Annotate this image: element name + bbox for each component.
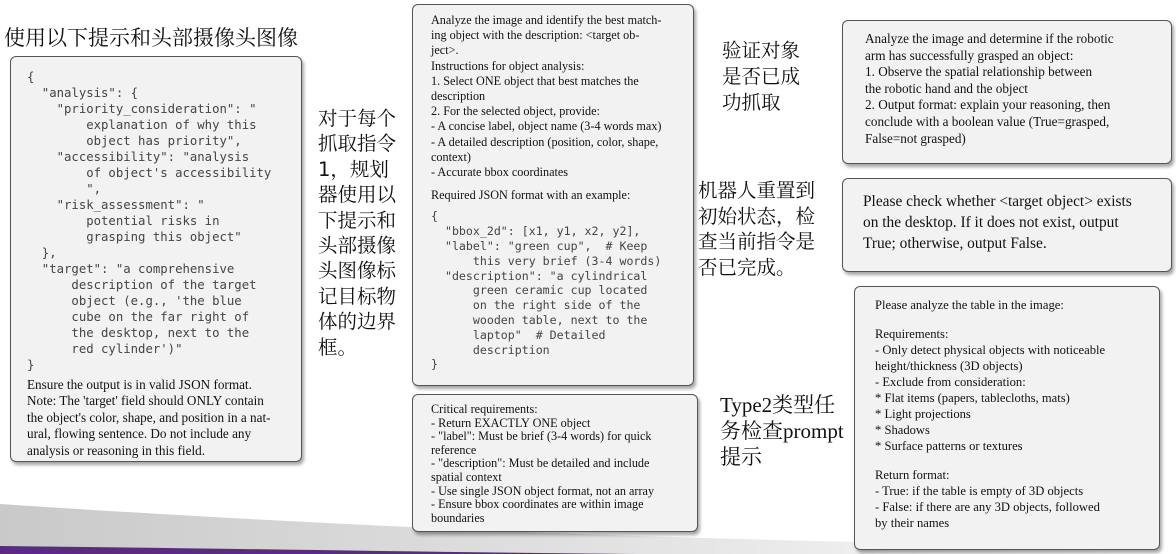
- label-line: 头图像标: [318, 259, 397, 283]
- text-line: spatial context: [431, 469, 502, 484]
- label-line: 务检查prompt: [720, 419, 844, 443]
- code-line: ",: [27, 182, 102, 196]
- text-line: - Accurate bbox coordinates: [431, 165, 569, 180]
- text-line: the robotic hand and the object: [865, 80, 1028, 96]
- code-line: potential risks in: [27, 214, 220, 228]
- label-verify-grasp: [722, 38, 800, 116]
- code-line: cube on the far right of: [27, 310, 250, 324]
- text-line: height/thickness (3D objects): [875, 358, 1023, 373]
- critical-requirements-list: [431, 403, 687, 525]
- text-line: - "description": Must be detailed and include: [431, 456, 650, 471]
- code-line: {: [27, 70, 35, 84]
- text-line: context): [431, 149, 471, 164]
- json-format-note: [27, 377, 289, 459]
- code-line: {: [431, 209, 438, 224]
- code-line: of object's accessibility: [27, 166, 272, 180]
- text-line: - True: if the table is empty of 3D objects: [875, 484, 1084, 499]
- code-line: red cylinder')": [27, 342, 183, 356]
- text-line: Ensure the output is in valid JSON format.: [27, 377, 252, 392]
- text-line: ing object with the description: <target ob-: [431, 28, 640, 43]
- code-line: "description": "a cylindrical: [431, 268, 648, 283]
- prompt-box-grasp-verification: [842, 20, 1172, 164]
- text-line: Instructions for object analysis:: [431, 58, 585, 73]
- code-line: laptop" # Detailed: [431, 327, 606, 342]
- text-line: ject>.: [431, 43, 459, 58]
- label-line: 下提示和: [318, 208, 397, 232]
- label-line: 查当前指令是: [698, 230, 816, 254]
- desktop-check-instructions: [863, 191, 1161, 254]
- text-line: boundaries: [431, 510, 485, 525]
- text-line: 1. Observe the spatial relationship between: [865, 64, 1093, 80]
- label-line: 对于每个: [318, 107, 397, 130]
- identification-instructions: [431, 13, 683, 180]
- text-line: [875, 313, 1149, 326]
- code-line: "analysis": {: [27, 86, 139, 100]
- label-line: 记目标物: [318, 284, 397, 308]
- text-line: - Return EXACTLY ONE object: [431, 415, 591, 430]
- text-line: on the desktop. If it does not exist, output: [863, 214, 1119, 231]
- text-line: Critical requirements:: [431, 402, 538, 416]
- label-planner-bbox-note: [318, 106, 396, 360]
- text-line: the object's color, shape, and position in a nat-: [27, 409, 271, 425]
- code-line: object (e.g., 'the blue: [27, 294, 242, 308]
- text-line: True; otherwise, output False.: [863, 235, 1047, 252]
- label-line: 机器人重置到: [698, 179, 816, 202]
- label-line: 是否已成: [722, 65, 801, 88]
- label-line: 验证对象: [722, 39, 801, 62]
- label-line: Type2类型任: [720, 393, 836, 417]
- code-line: explanation of why this: [27, 118, 257, 132]
- code-line: "accessibility": "analysis: [27, 150, 250, 164]
- text-line: Requirements:: [875, 326, 949, 341]
- label-line: 否已完成。: [698, 255, 796, 279]
- code-line: },: [27, 246, 57, 260]
- prompt-box-critical-requirements: [412, 394, 698, 532]
- text-line: arm has successfully grasped an object:: [865, 47, 1074, 63]
- text-line: 1. Select ONE object that best matches the: [431, 73, 639, 88]
- text-line: ural, flowing sentence. Do not include any: [27, 426, 252, 442]
- text-line: Return format:: [875, 468, 950, 483]
- label-line: 1，规划: [318, 157, 389, 181]
- code-line: "label": "green cup", # Keep: [431, 239, 648, 254]
- label-line: 体的边界: [318, 310, 397, 334]
- text-line: * Shadows: [875, 423, 930, 438]
- code-line: "risk_assessment": ": [27, 198, 205, 212]
- text-line: - Ensure bbox coordinates are within image: [431, 497, 644, 512]
- text-line: - Only detect physical objects with noticeable: [875, 342, 1106, 357]
- prompt-box-table-analysis: [854, 286, 1160, 550]
- text-line: False=not grasped): [865, 130, 966, 146]
- code-line: grasping this object": [27, 230, 242, 244]
- text-line: - Use single JSON object format, not an array: [431, 483, 655, 498]
- label-line: 头部摄像: [318, 234, 397, 258]
- prompt-box-desktop-check: [842, 178, 1172, 272]
- code-line: "target": "a comprehensive: [27, 262, 235, 276]
- text-line: by their names: [875, 516, 950, 531]
- label-line: 初始状态，检: [698, 204, 816, 228]
- text-line: - "label": Must be brief (3-4 words) for quick: [431, 429, 652, 444]
- label-type2-prompt: [720, 392, 844, 470]
- text-line: analysis or reasoning in this field.: [27, 442, 205, 458]
- code-line: wooden table, next to the: [431, 313, 648, 328]
- text-line: description: [431, 89, 486, 104]
- code-line: }: [27, 358, 35, 372]
- text-line: * Flat items (papers, tablecloths, mats): [875, 391, 1070, 406]
- text-line: conclude with a boolean value (True=grasped,: [865, 113, 1110, 129]
- label-reset-check: [698, 178, 815, 280]
- code-line: }: [431, 357, 438, 372]
- text-line: - Exclude from consideration:: [875, 374, 1026, 389]
- prompt-box-object-identification: [412, 4, 694, 386]
- text-line: Please analyze the table in the image:: [875, 298, 1064, 312]
- json-format-label: Required JSON format with an example:: [431, 188, 631, 203]
- text-line: 2. For the selected object, provide:: [431, 104, 600, 119]
- table-analysis-instructions: [875, 297, 1149, 531]
- text-line: reference: [431, 442, 477, 457]
- label-line: 抓取指令: [318, 132, 397, 156]
- code-line: object has priority",: [27, 134, 242, 148]
- code-line: "priority_consideration": ": [27, 102, 257, 116]
- text-line: Analyze the image and determine if the robotic: [865, 31, 1114, 46]
- text-line: - A detailed description (position, color, shape,: [431, 134, 659, 149]
- label-head-camera-prompt: 使用以下提示和头部摄像头图像: [4, 26, 298, 50]
- text-line: Please check whether <target object> exists: [863, 193, 1132, 210]
- label-line: 功抓取: [722, 91, 781, 114]
- code-line: on the right side of the: [431, 298, 641, 313]
- text-line: - A concise label, object name (3-4 words max): [431, 119, 662, 134]
- code-line: description of the target: [27, 278, 257, 292]
- code-line: description: [431, 342, 550, 357]
- label-line: 框。: [318, 335, 358, 359]
- code-line: "bbox_2d": [x1, y1, x2, y2],: [431, 224, 641, 239]
- text-line: 2. Output format: explain your reasoning, then: [865, 97, 1111, 113]
- text-line: [875, 454, 1149, 467]
- text-line: * Surface patterns or textures: [875, 439, 1023, 454]
- code-line: the desktop, next to the: [27, 326, 250, 340]
- prompt-box-target-analysis: [10, 56, 302, 462]
- text-line: - False: if there are any 3D objects, followed: [875, 500, 1100, 515]
- text-line: * Light projections: [875, 407, 971, 422]
- text-line: Analyze the image and identify the best match-: [431, 13, 662, 27]
- text-line: Note: The 'target' field should ONLY contain: [27, 393, 264, 409]
- json-example-code: [431, 209, 683, 372]
- label-line: 提示: [720, 445, 762, 469]
- json-code-block: [27, 69, 289, 373]
- label-line: 器使用以: [318, 183, 397, 207]
- grasp-verification-instructions: [865, 31, 1161, 147]
- code-line: this very brief (3-4 words): [431, 253, 662, 268]
- code-line: green ceramic cup located: [431, 283, 648, 298]
